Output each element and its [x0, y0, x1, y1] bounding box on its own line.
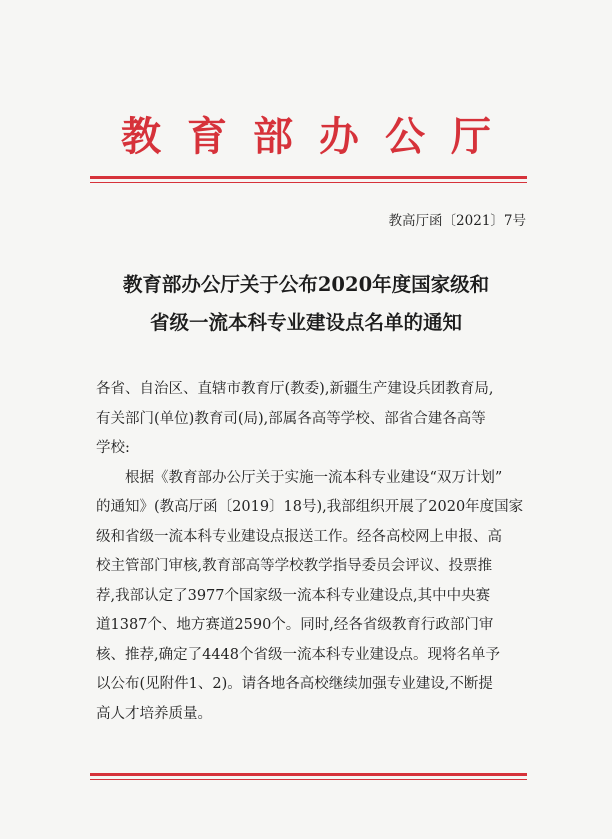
body-line: 学校: [96, 440, 130, 456]
body-line: 校主管部门审核,教育部高等学校教学指导委员会评议、投票推 [96, 558, 493, 574]
body-line: 的通知》(教高厅函〔2019〕18号),我部组织开展了2020年度国家 [96, 499, 524, 515]
body-line: 道1387个、地方赛道2590个。同时,经各省级教育行政部门审 [96, 617, 494, 633]
body-line: 有关部门(单位)教育司(局),部属各高等学校、部省合建各高等 [96, 410, 486, 427]
document-body [96, 375, 526, 729]
footer-rule-thin [90, 779, 527, 780]
body-line: 核、推荐,确定了4448个省级一流本科专业建设点。现将名单予 [96, 646, 501, 663]
footer-rule-thick [90, 773, 527, 776]
body-line: 以公布(见附件1、2)。请各地各高校继续加强专业建设,不断提 [96, 676, 493, 692]
letterhead-rule-thin [90, 182, 527, 183]
document-title-line-2: 省级一流本科专业建设点名单的通知 [149, 311, 462, 334]
body-line: 级和省级一流本科专业建设点报送工作。经各高校网上申报、高 [96, 528, 502, 545]
body-line: 各省、自治区、直辖市教育厅(教委),新疆生产建设兵团教育局, [96, 381, 494, 397]
body-line: 荐,我部认定了3977个国家级一流本科专业建设点,其中中央赛 [96, 587, 491, 604]
document-number: 教高厅函〔2021〕7号 [388, 213, 526, 229]
body-line: 高人才培养质量。 [96, 705, 212, 722]
document-title [0, 266, 612, 342]
body-line: 根据《教育部办公厅关于实施一流本科专业建设“双万计划” [96, 469, 503, 486]
letterhead-rule-thick [90, 176, 527, 179]
letterhead-org-name: 教育部办公厅 [121, 113, 517, 160]
document-title-line-1: 教育部办公厅关于公布2020年度国家级和 [122, 273, 490, 296]
